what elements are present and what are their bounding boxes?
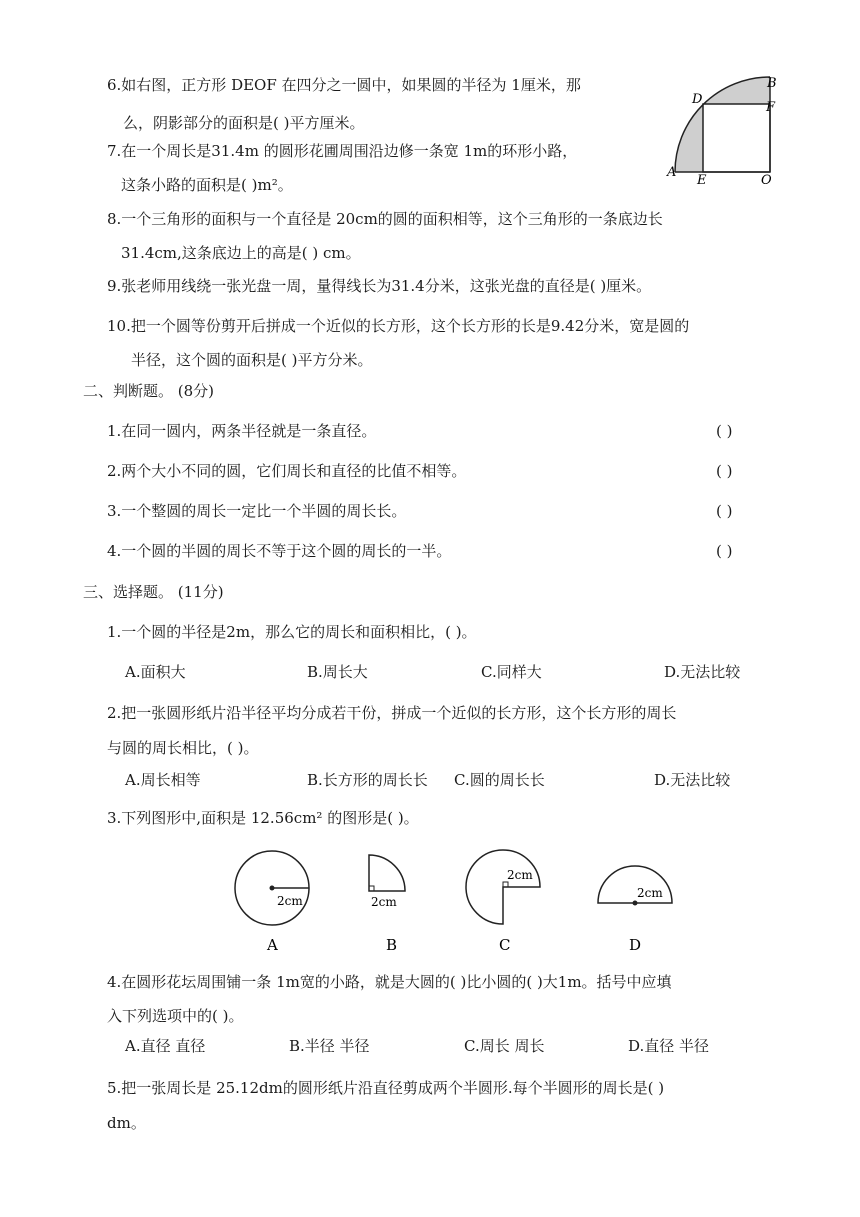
judge-answer-4[interactable]: ( ) [716,542,733,560]
shape-d-radius-label: 2cm [637,886,663,900]
q7-line1: 7.在一个周长是31.4m 的圆形花圃周围沿边修一条宽 1m的环形小路， [107,142,578,160]
choice-q1-option-b[interactable]: B.周长大 [307,663,368,681]
q6-line2: 么，阴影部分的面积是( )平方厘米。 [123,114,365,132]
choice-q2-line1: 2.把一张圆形纸片沿半径平均分成若干份，拼成一个近似的长方形，这个长方形的周长 [107,704,677,722]
q10-line1: 10.把一个圆等份剪开后拼成一个近似的长方形，这个长方形的长是9.42分米，宽是圆的 [107,317,690,335]
shape-d-semicircle[interactable] [598,866,672,906]
shape-letter-a: A [267,936,278,954]
choice-q2-option-b[interactable]: B.长方形的周长长 [307,771,428,789]
judge-item-3: 3.一个整圆的周长一定比一个半圆的周长长。 [107,502,407,520]
q8-line1: 8.一个三角形的面积与一个直径是 20cm的圆的面积相等，这个三角形的一条底边长 [107,210,663,228]
shape-letter-d: D [629,936,642,954]
choice-q1-option-d[interactable]: D.无法比较 [664,663,741,681]
choice-q2-option-a[interactable]: A.周长相等 [125,771,201,789]
q7-line2: 这条小路的面积是( )m²。 [121,176,293,194]
choice-q4-line1: 4.在圆形花坛周围铺一条 1m宽的小路，就是大圆的( )比小圆的( )大1m。括号中应填 [107,973,672,991]
square-deof [703,104,770,172]
shape-letter-c: C [499,936,511,954]
shape-b-radius-label: 2cm [371,895,397,909]
label-b: B [767,76,777,91]
label-o: O [761,173,772,188]
choice-q4-line2: 入下列选项中的( )。 [107,1007,244,1025]
choice-q5-line1: 5.把一张周长是 25.12dm的圆形纸片沿直径剪成两个半圆形.每个半圆形的周长是( ) [107,1079,665,1097]
label-a: A [667,165,677,180]
quarter-circle-figure [665,72,795,192]
choice-q2-option-d[interactable]: D.无法比较 [654,771,731,789]
judge-answer-2[interactable]: ( ) [716,462,733,480]
choice-q4-option-b[interactable]: B.半径 半径 [289,1037,370,1055]
shape-c-three-quarter-circle[interactable] [466,850,540,924]
label-f: F [766,100,776,115]
judge-item-2: 2.两个大小不同的圆，它们周长和直径的比值不相等。 [107,462,467,480]
choice-q1-option-a[interactable]: A.面积大 [125,663,186,681]
choice-q2-option-c[interactable]: C.圆的周长长 [454,771,545,789]
choice-q4-option-c[interactable]: C.周长 周长 [464,1037,545,1055]
shape-a-radius-label: 2cm [277,894,303,908]
q10-line2: 半径，这个圆的面积是( )平方分米。 [131,351,373,369]
shape-letter-b: B [386,936,398,954]
shape-b-quarter-circle[interactable] [369,855,405,909]
label-d: D [692,92,703,107]
q3-shapes [225,843,685,958]
judge-item-4: 4.一个圆的半圆的周长不等于这个圆的周长的一半。 [107,542,452,560]
shape-c-radius-label: 2cm [507,868,533,882]
shape-a-circle[interactable] [235,851,309,925]
q6-line1: 6.如右图，正方形 DEOF 在四分之一圆中，如果圆的半径为 1厘米，那 [107,76,581,94]
choice-q5-line2: dm。 [107,1114,146,1132]
q9-line1: 9.张老师用线绕一张光盘一周，量得线长为31.4分米，这张光盘的直径是( )厘米。 [107,277,652,295]
judge-answer-1[interactable]: ( ) [716,422,733,440]
choice-q1: 1.一个圆的半径是2m，那么它的周长和面积相比，( )。 [107,623,477,641]
section2-heading: 二、判断题。 (8分) [83,382,215,400]
choice-q2-line2: 与圆的周长相比，( )。 [107,739,259,757]
judge-item-1: 1.在同一圆内，两条半径就是一条直径。 [107,422,377,440]
choice-q3: 3.下列图形中,面积是 12.56cm² 的图形是( )。 [107,809,419,827]
choice-q1-option-c[interactable]: C.同样大 [481,663,542,681]
judge-answer-3[interactable]: ( ) [716,502,733,520]
choice-q4-option-a[interactable]: A.直径 直径 [125,1037,206,1055]
choice-q4-option-d[interactable]: D.直径 半径 [628,1037,710,1055]
section3-heading: 三、选择题。 (11分) [83,583,224,601]
q8-line2: 31.4cm,这条底边上的高是( ) cm。 [121,244,361,262]
label-e: E [697,173,707,188]
